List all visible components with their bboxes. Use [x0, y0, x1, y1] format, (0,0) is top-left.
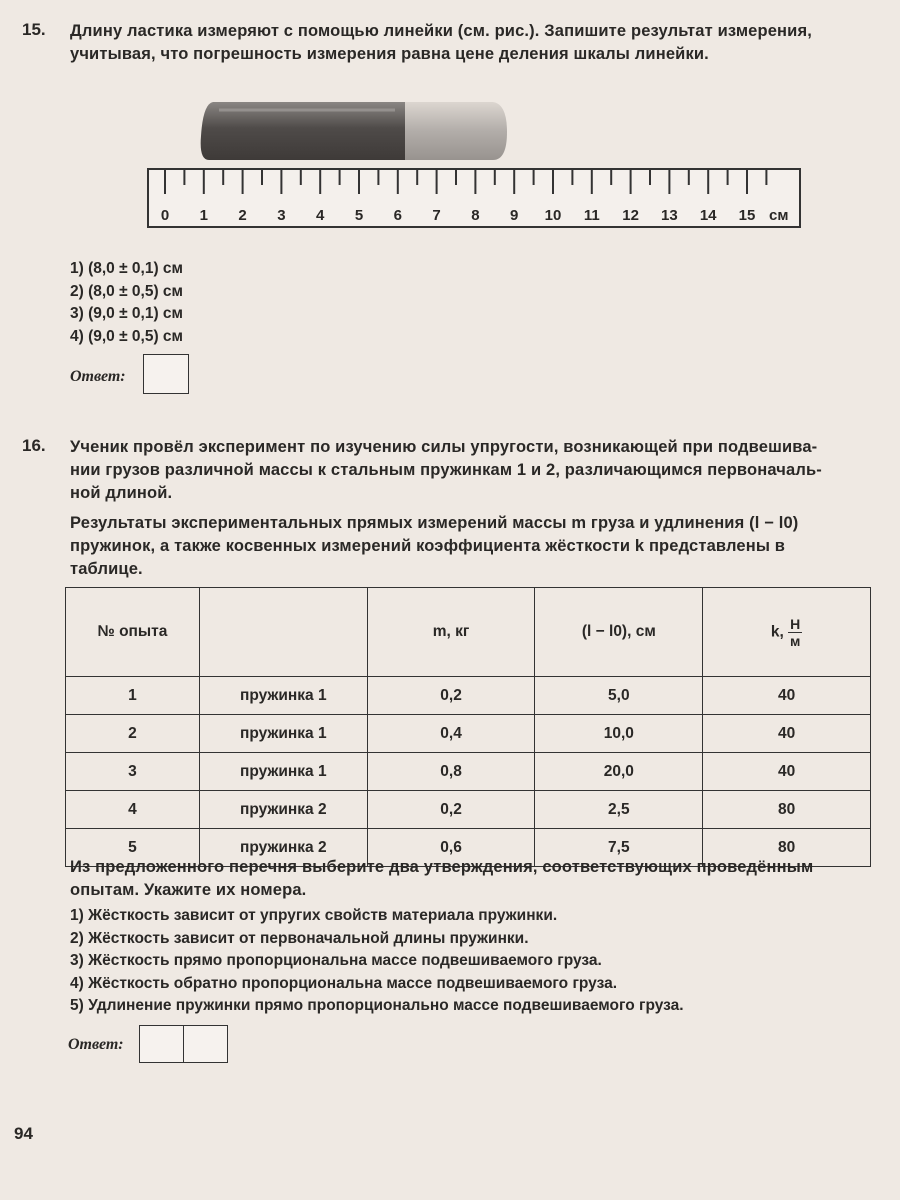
cell-stiffness: 80 — [703, 829, 871, 867]
header-elongation: (l − l0), см — [535, 588, 703, 677]
ruler-label: 11 — [583, 207, 600, 224]
results-table — [65, 587, 871, 867]
page-number: 94 — [14, 1124, 33, 1143]
cell-mass: 0,2 — [367, 791, 535, 829]
cell-mass: 0,6 — [367, 829, 535, 867]
q16-statement-2: 2) Жёсткость зависит от первоначальной длины пружинки. — [70, 929, 529, 947]
ruler-label: 9 — [510, 207, 519, 224]
cell-trial: 2 — [66, 715, 200, 753]
header-mass: m, кг — [367, 588, 535, 677]
cell-spring: пружинка 2 — [199, 829, 367, 867]
table-row — [66, 677, 871, 715]
q15-option-3: 3) (9,0 ± 0,1) см — [70, 305, 184, 322]
q15-answer-label: Ответ: — [70, 368, 126, 385]
header-stiffness-symbol: k, — [770, 623, 784, 641]
q16-statements — [70, 905, 684, 1018]
q15-answer-box[interactable] — [143, 354, 189, 394]
q15-text-line: Длину ластика измеряют с помощью линейки (см. рис.). Запишите результат измерения, — [70, 22, 812, 40]
q16-intro-line: ной длиной. — [70, 484, 173, 502]
q16-results-line: Результаты экспериментальных прямых измерений массы m груза и удлинения (l − l0) — [70, 514, 799, 532]
header-trial: № опыта — [66, 588, 200, 677]
q16-answer-box-1[interactable] — [139, 1025, 184, 1063]
q16-intro-line: Ученик провёл эксперимент по изучению силы упругости, возникающей при подвешива- — [70, 438, 818, 456]
ruler-label: 14 — [699, 207, 717, 224]
cell-stiffness: 40 — [703, 677, 871, 715]
table-row — [66, 753, 871, 791]
cell-elongation: 5,0 — [535, 677, 703, 715]
ruler-label: 1 — [199, 207, 208, 224]
cell-elongation: 7,5 — [535, 829, 703, 867]
ruler-label: 15 — [738, 207, 756, 224]
q16-statement-3: 3) Жёсткость прямо пропорциональна массе подвешиваемого груза. — [70, 952, 602, 969]
q15-options — [70, 258, 183, 348]
ruler-label: 8 — [471, 207, 480, 224]
cell-spring: пружинка 2 — [199, 791, 367, 829]
q15-text-line: учитывая, что погрешность измерения равна цене деления шкалы линейки. — [70, 45, 709, 63]
q16-number: 16. — [22, 436, 46, 455]
cell-spring: пружинка 1 — [199, 715, 367, 753]
q16-select-line: Из предложенного перечня выберите два утверждения, соответствующих проведённым — [70, 858, 814, 876]
unit-numerator: Н — [790, 615, 801, 632]
q16-statement-5: 5) Удлинение пружинки прямо пропорционально массе подвешиваемого груза. — [70, 997, 684, 1014]
q15-option-1: 1) (8,0 ± 0,1) см — [70, 260, 184, 277]
cell-stiffness: 80 — [703, 791, 871, 829]
cell-spring: пружинка 1 — [199, 677, 367, 715]
header-stiffness-unit — [788, 616, 802, 649]
ruler-label: 13 — [661, 207, 678, 224]
q16-statement-4: 4) Жёсткость обратно пропорциональна массе подвешиваемого груза. — [70, 974, 618, 992]
q16-results-line: таблице. — [70, 560, 143, 578]
ruler-label: 6 — [393, 207, 402, 224]
ruler-label: 10 — [544, 207, 562, 224]
table-header-row — [66, 588, 871, 677]
cell-stiffness: 40 — [703, 715, 871, 753]
cell-mass: 0,8 — [367, 753, 535, 791]
q16-select-instruction — [70, 856, 885, 902]
q16-intro — [70, 436, 885, 505]
cell-spring: пружинка 1 — [199, 753, 367, 791]
table-row — [66, 715, 871, 753]
ruler-label: 5 — [354, 207, 364, 224]
cell-mass: 0,4 — [367, 715, 535, 753]
ruler-label: 3 — [277, 207, 286, 224]
unit-denominator: м — [790, 632, 801, 649]
eraser-illustration — [195, 96, 515, 164]
q15-option-4: 4) (9,0 ± 0,5) см — [70, 327, 184, 345]
cell-elongation: 10,0 — [535, 715, 703, 753]
q16-statement-1: 1) Жёсткость зависит от упругих свойств материала пружинки. — [70, 907, 558, 924]
header-spring — [199, 588, 367, 677]
cell-trial: 4 — [66, 791, 200, 829]
header-stiffness — [703, 588, 871, 677]
q15-text — [70, 20, 885, 66]
ruler-label: 2 — [238, 207, 247, 224]
ruler-label: 12 — [622, 207, 639, 224]
ruler-label: 7 — [432, 207, 441, 224]
q16-answer-box-2[interactable] — [183, 1025, 228, 1063]
table-row — [66, 791, 871, 829]
q16-select-line: опытам. Укажите их номера. — [70, 881, 307, 899]
q16-answer-label: Ответ: — [68, 1036, 124, 1053]
cell-trial: 3 — [66, 753, 200, 791]
ruler-label: 4 — [316, 207, 325, 224]
cell-stiffness: 40 — [703, 753, 871, 791]
q16-results — [70, 512, 885, 581]
q16-results-line: пружинок, а также косвенных измерений коэффициента жёсткости k представлены в — [70, 537, 786, 555]
q16-intro-line: нии грузов различной массы к стальным пружинкам 1 и 2, различающимся первоначаль- — [70, 461, 822, 479]
cell-trial: 5 — [66, 829, 200, 867]
cell-elongation: 2,5 — [535, 791, 703, 829]
cell-trial: 1 — [66, 677, 200, 715]
ruler-label: 0 — [160, 207, 170, 224]
ruler — [147, 168, 802, 230]
cell-elongation: 20,0 — [535, 753, 703, 791]
ruler-unit: см — [769, 207, 789, 224]
cell-mass: 0,2 — [367, 677, 535, 715]
q15-number: 15. — [22, 20, 46, 39]
q15-option-2: 2) (8,0 ± 0,5) см — [70, 282, 184, 300]
